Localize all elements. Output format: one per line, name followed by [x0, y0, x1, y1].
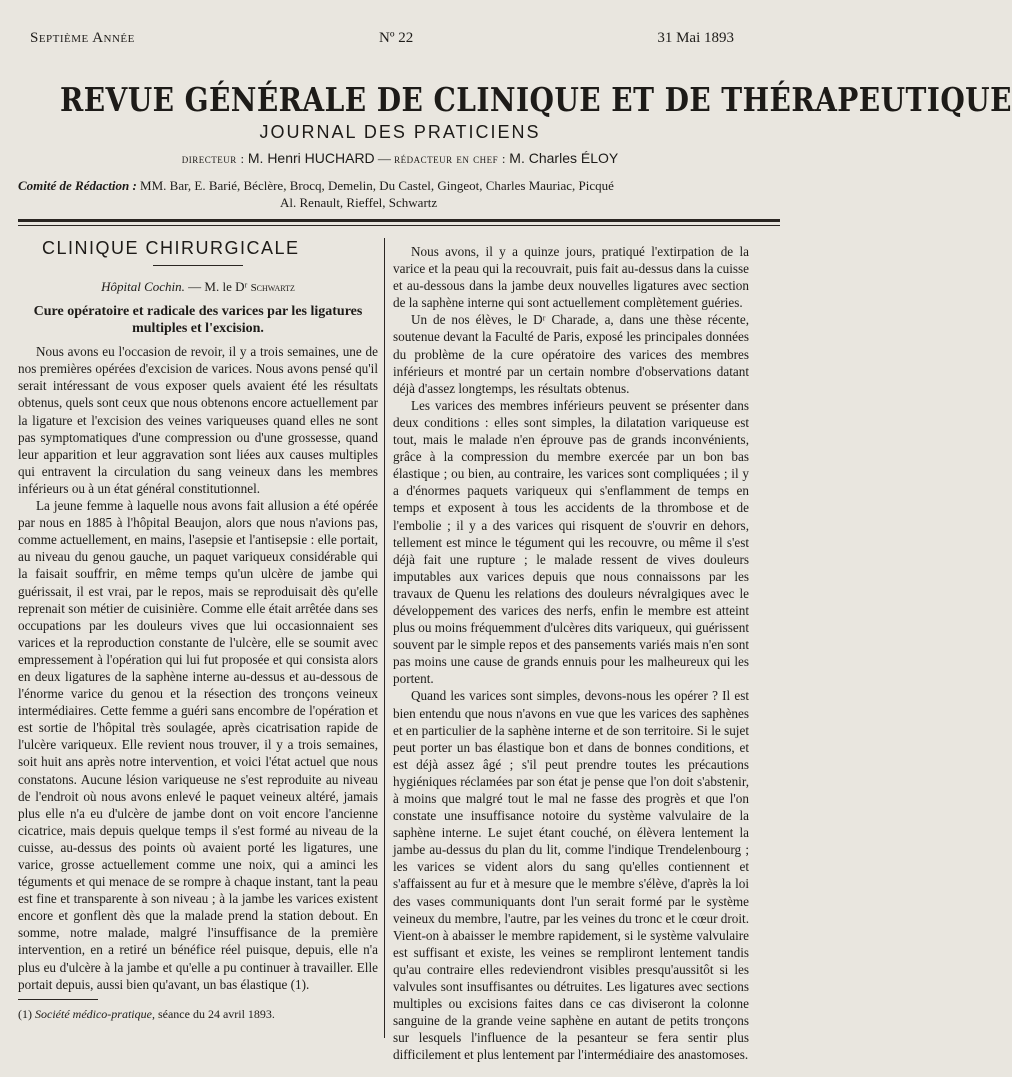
- committee-label: Comité de Rédaction :: [18, 178, 137, 193]
- paragraph: La jeune femme à laquelle nous avons fait allusion a été opérée par nous en 1885 à l'hôpital Beaujon, alors que nous n'avions pas, comme actuellement, en mains, l'asepsie et l'antisepsie : elle portait, au niveau du genou gauche, un paquet variqueux considérable qui la faisait souffrir, en même temps qu'un ulcère de jambe qui guérissait, il est vrai, par le repos, mais se reproduisait dès qu'elle reprenait son métier de cuisinière. Comme elle était arrêtée dans ses occupations par les douleurs vives que lui occasionnaient ses varices et la reproduction constante de l'ulcère, elle se soumit avec empressement à l'opération qui lui fut proposée et qui consista alors en deux ligatures de la saphène interne au-dessus et au-dessous de l'énorme varice du genou et la résection des tronçons veineux intermédiaires. Cette femme a guéri sans encombre de l'opération et est sortie de l'hôpital très soulagée, après cicatrisation rapide de l'ulcère variqueux. Elle revient nous trouver, il y a trois semaines, soit huit ans après notre intervention, et voici l'état actuel que nous constatons. Aucune lésion variqueuse ne s'est reproduite au niveau de l'endroit où nous avons enlevé le paquet veineux altéré, jamais plus elle n'a eu d'ulcère de jambe dont on voit encore l'ancienne cicatrice, mais depuis quelque temps il s'est formé au niveau de la cuisse, au-dessus des points où avaient porté les ligatures, une varice, grosse actuellement comme une noix, qui a aminci les téguments et qui menace de se rompre à chaque instant, tant la peau est fine et transparente à son niveau ; à la jambe les varices existent encore et gonflent dès que la malade prend la station debout. En somme, notre malade, malgré l'insuffisance de la première intervention, en a retiré un bénéfice réel puisque, depuis, elle n'a plus eu d'ulcère à la jambe et qu'elle a pu continuer à travailler. Elle portait depuis, aussi bien qu'avant, un bas élastique (1).: [18, 498, 378, 992]
- editor-label: rédacteur en chef :: [394, 151, 507, 166]
- section-rule: [153, 265, 243, 266]
- direction-line: [0, 150, 800, 167]
- editor-name: M. Charles ÉLOY: [509, 150, 619, 166]
- separator-dash: —: [377, 151, 391, 166]
- header-rule-thick: [18, 219, 780, 222]
- issue-number: Nº 22: [378, 30, 414, 46]
- edition-label: Septième Année: [30, 30, 135, 46]
- header-rule-thin: [18, 225, 780, 226]
- journal-subtitle: JOURNAL DES PRATICIENS: [259, 122, 541, 142]
- left-column: [18, 240, 378, 1023]
- footnote-number: (1): [18, 1006, 32, 1021]
- paragraph: Nous avons, il y a quinze jours, pratiqué l'extirpation de la varice et la peau qui la recouvrait, puis fait au-dessus dans la cuisse et au-dessous dans la jambe deux nouvelles ligatures avec section de la saphène interne qui sont actuellement complètement guéries.: [393, 244, 749, 311]
- right-column: [393, 243, 749, 1064]
- issue-header: [30, 30, 734, 50]
- editorial-committee: [18, 177, 780, 211]
- section-title: CLINIQUE CHIRURGICALE: [42, 238, 300, 258]
- paragraph: Quand les varices sont simples, devons-nous les opérer ? Il est bien entendu que nous n'avons en vue que les varices des saphènes et en particulier de la saphène interne et de son territoire. Si le sujet peut porter un bas élastique bon et dans de bonnes conditions, et est déjà assez âgé ; s'il peut prendre toutes les précautions hygiéniques réclamées par son état je pense que l'on doit s'abstenir, à moins que malgré tout le mal ne fasse des progrès et que l'on constate une insuffisance notoire du système valvulaire de la saphène interne. Le sujet étant couché, on élèvera lentement la jambe au-dessus du plan du lit, comme l'indique Trendelenbourg ; les varices se vident alors du sang qu'elles contiennent et s'affaissent au fur et à mesure que le membre s'élève, d'après la loi des vases communiquants dont l'un serait formé par le système veineux du membre, l'autre, par les veines du tronc et le cœur droit. Vient-on à abaisser le membre rapidement, si le système valvulaire est suffisant et existe, les veines se rempliront lentement tandis qu'au contraire elles redeviendront visibles presqu'aussitôt si les valvules sont insuffisantes ou détruites. Les ligatures avec sections multiples ou excisions faites dans ce cas diviseront la colonne sanguine de la grande veine saphène en autant de petits tronçons sur lesquels l'influence de la pesanteur se fera sentir plus difficilement et plus lentement par l'intermédiaire des anastomoses.: [393, 688, 749, 1063]
- paragraph: Les varices des membres inférieurs peuvent se présenter dans deux conditions : elles sont simples, la dilatation variqueuse est tout, mais le malade n'en éprouve pas de grands inconvénients, grâce à la compression du membre exercée par un bon bas élastique ; ou bien, au contraire, les varices sont compliquées ; il y a d'énormes paquets variqueux qui s'enflamment de temps en temps et exposent à tous les accidents de la thrombose et de l'embolie ; il y a des varices qui risquent de s'ouvrir en dehors, tellement est mince le tégument qui les recouvre, ou même il s'est déjà fait une rupture ; le malade ressent de vives douleurs imputables aux varices depuis que nous connaissons par les travaux de Quenu les relations des douleurs névralgiques avec le développement des varices des nerfs, enfin le membre est atteint plus ou moins fréquemment d'ulcères dits variqueux, qui guérissent souvent par le simple repos et des pansements variés mais n'en sont pas moins une cause de grands ennuis pour les malheureux qui les portent.: [393, 397, 749, 687]
- article-byline: [18, 278, 378, 297]
- column-divider: [384, 238, 385, 1038]
- footnote: [18, 1006, 378, 1023]
- director-label: directeur :: [181, 151, 245, 166]
- issue-date: 31 Mai 1893: [657, 30, 734, 46]
- journal-title: REVUE GÉNÉRALE DE CLINIQUE ET DE THÉRAPEUTIQUE: [60, 80, 1012, 119]
- committee-members-line1: MM. Bar, E. Barié, Béclère, Brocq, Demelin, Du Castel, Gingeot, Charles Mauriac, Picqué: [140, 178, 614, 193]
- author-name: Schwartz: [250, 282, 295, 295]
- paragraph: Nous avons eu l'occasion de revoir, il y a trois semaines, une de nos premières opérées d'excision de varices. Nous avons pensé qu'il serait intéressant de vous exposer quels avaient été les résultats obtenus, quels sont ceux que nous obtenons encore actuellement par la ligature et l'excision des veines variqueuses quand elles ne sont pas symptomatiques d'une compression ou d'une grossesse, quand leur apparition et leur aggravation sont liées aux causes multiples qui entravent la circulation du sang veineux dans les membres inférieurs ou à un état général constitutionnel.: [18, 344, 378, 496]
- paragraph: Un de nos élèves, le Dʳ Charade, a, dans une thèse récente, soutenue devant la Faculté de Paris, exposé les principales données du problème de la cure opératoire des varices des membres inférieurs et montré par un certain nombre d'observations datant déjà d'assez longtemps, les résultats obtenus.: [393, 312, 749, 396]
- footnote-detail: séance du 24 avril 1893.: [157, 1006, 275, 1021]
- director-name: M. Henri HUCHARD: [247, 150, 375, 166]
- footnote-source: Société médico-pratique,: [35, 1006, 155, 1021]
- author-prefix: — M. le Dʳ: [188, 279, 248, 295]
- hospital-name: Hôpital Cochin.: [101, 279, 185, 295]
- committee-members-line2: Al. Renault, Rieffel, Schwartz: [280, 195, 438, 210]
- footnote-rule: [18, 999, 98, 1000]
- article-title: Cure opératoire et radicale des varices par les ligatures multiples et l'excision.: [33, 304, 363, 337]
